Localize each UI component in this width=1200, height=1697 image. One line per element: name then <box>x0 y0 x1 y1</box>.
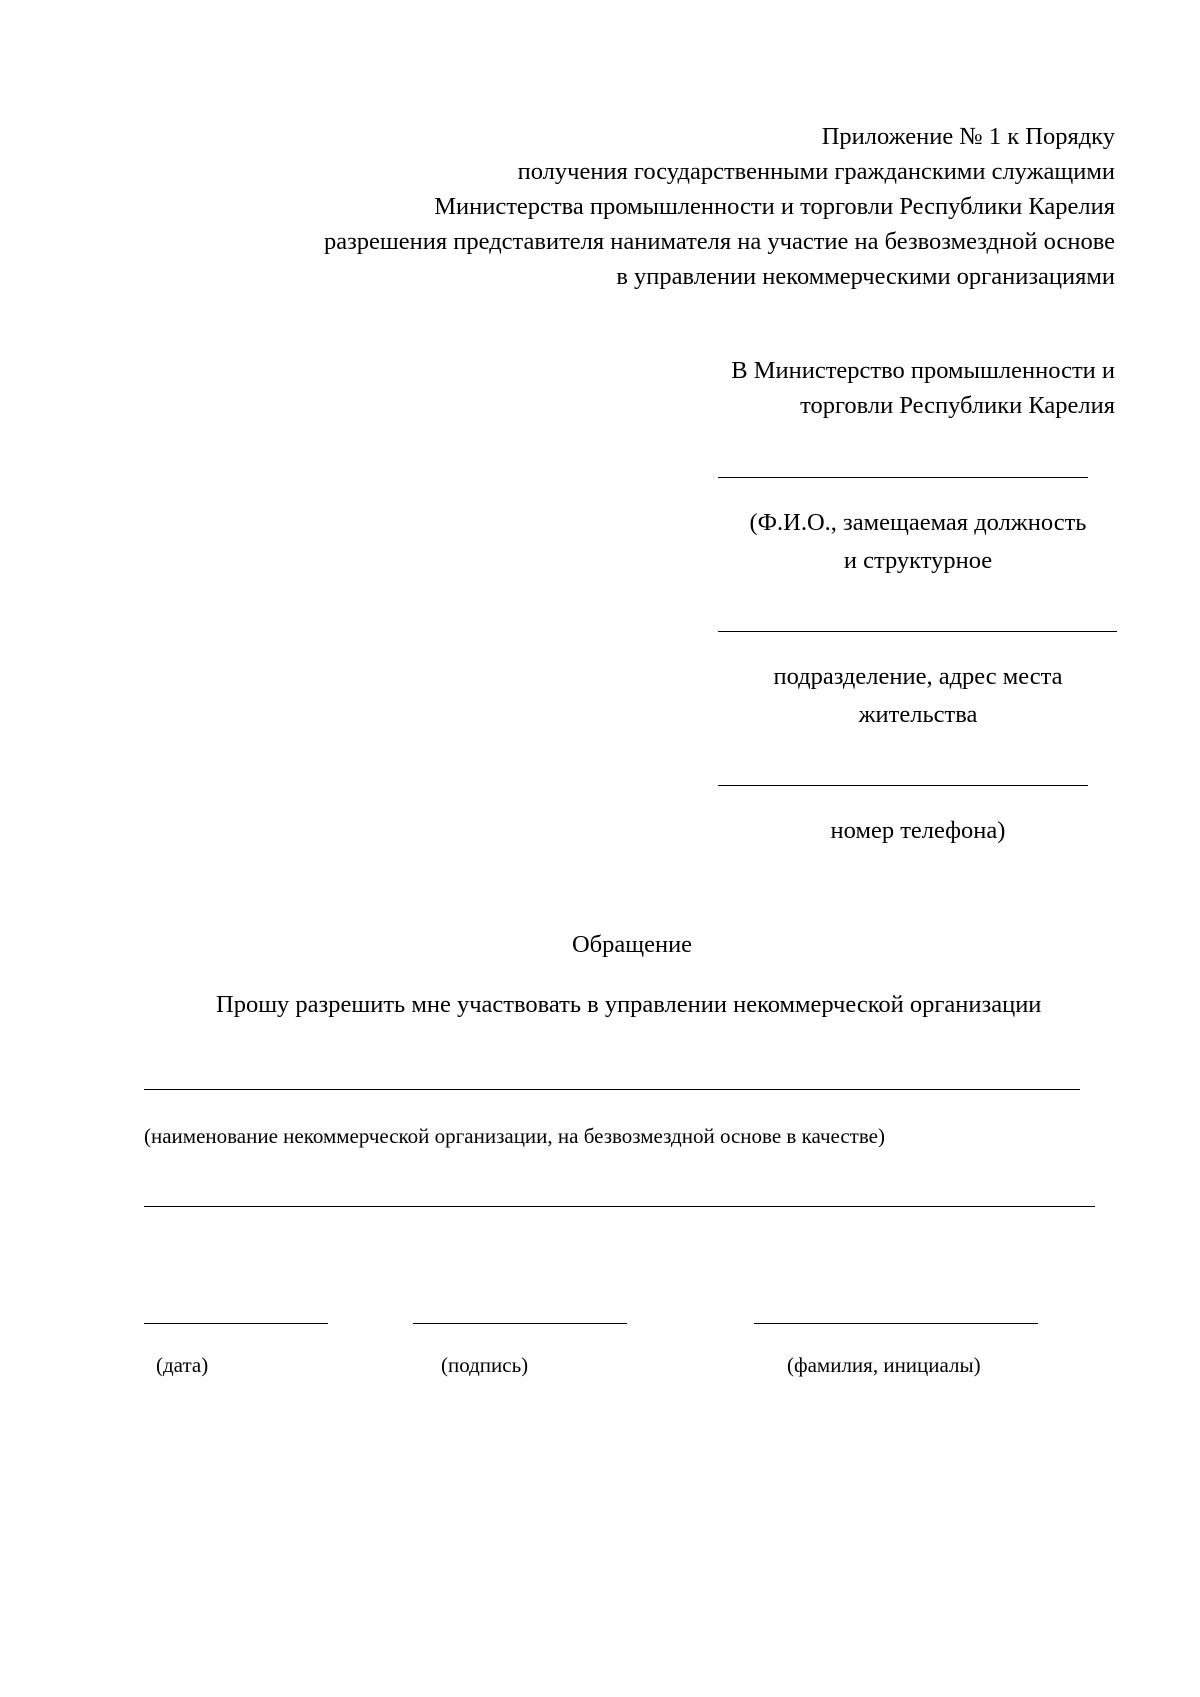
appendix-header-line: получения государственными гражданскими служащими <box>517 158 1115 185</box>
name-caption: (фамилия, инициалы) <box>787 1353 981 1377</box>
fio-caption: (Ф.И.О., замещаемая должность <box>749 509 1087 536</box>
organization-caption: (наименование некоммерческой организации, на безвозмездной основе в качестве) <box>144 1124 885 1148</box>
appendix-header-line: в управлении некоммерческими организациями <box>616 263 1115 290</box>
appeal-text-content: Прошу разрешить мне участвовать в управлении некоммерческой организации <box>216 991 1042 1018</box>
name-fill-line[interactable] <box>754 1323 1038 1324</box>
addressee-block <box>731 353 1115 423</box>
phone-caption: номер телефона) <box>830 817 1006 844</box>
signature-caption: (подпись) <box>441 1353 529 1377</box>
fio-caption-continued: и структурное <box>843 547 993 574</box>
phone-fill-line[interactable] <box>718 785 1088 786</box>
organization-fill-line[interactable] <box>144 1089 1080 1090</box>
appendix-header <box>324 119 1115 294</box>
appeal-title: Обращение <box>571 931 693 958</box>
appendix-header-line: разрешения представителя нанимателя на участие на безвозмездной основе <box>324 228 1115 255</box>
subdivision-caption: подразделение, адрес места <box>773 663 1063 690</box>
fio-fill-line[interactable] <box>718 477 1088 478</box>
role-fill-line[interactable] <box>144 1206 1095 1207</box>
addressee-line: В Министерство промышленности и <box>731 357 1115 384</box>
appeal-text <box>144 987 1115 1023</box>
appendix-header-line: Приложение № 1 к Порядку <box>821 123 1115 150</box>
date-fill-line[interactable] <box>144 1323 328 1324</box>
subdivision-caption-continued: жительства <box>858 701 978 728</box>
addressee-line: торговли Республики Карелия <box>800 392 1115 419</box>
subdivision-fill-line[interactable] <box>718 631 1117 632</box>
signature-fill-line[interactable] <box>413 1323 627 1324</box>
appendix-header-line: Министерства промышленности и торговли Республики Карелия <box>434 193 1115 220</box>
date-caption: (дата) <box>156 1353 209 1377</box>
